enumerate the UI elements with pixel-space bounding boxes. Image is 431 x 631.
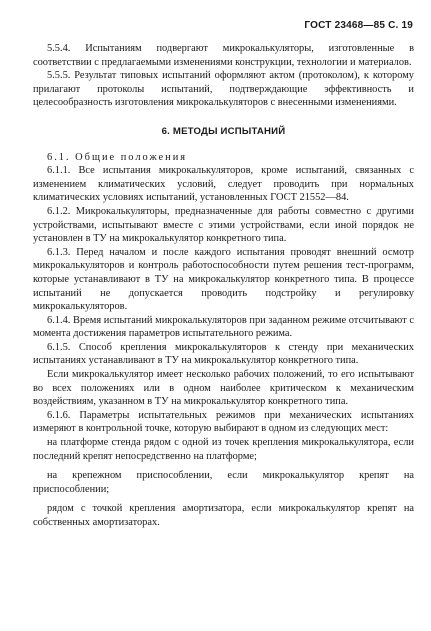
document-body [33, 42, 414, 530]
subsection-title: 6.1. Общие положения [47, 151, 188, 163]
paragraph-5-5-5: 5.5.5. Результат типовых испытаний оформляют актом (протоколом), к которому прилагают протоколы испытаний, подтверждающие эффективность и целесообразность изготовления микрокалькуляторов с внесенными изменениями. [33, 70, 414, 109]
paragraph-6-1-1: 6.1.1. Все испытания микрокалькуляторов, кроме испытаний, связанных с изменением климатических условий, следует проводить при нормальных климатических условиях испытаний, установленных ГОСТ 21552—84. [33, 165, 414, 204]
paragraph-5-5-4: 5.5.4. Испытаниям подвергают микрокалькуляторы, изготовленные в соответствии с предлагаемыми изменениями конструкции, технологии и материалов. [33, 43, 414, 68]
paragraph-6-1-5-cont: Если микрокалькулятор имеет несколько рабочих положений, то его испытывают во всех положениях или в одном наиболее критическом к механическим воздействиям, указанном в ТУ на микрокалькулятор конкретного типа. [33, 369, 414, 408]
list-item-platform: на платформе стенда рядом с одной из точек крепления микрокалькулятора, если последний крепят непосредственно на платформе; [33, 437, 414, 462]
paragraph-6-1-3: 6.1.3. Перед началом и после каждого испытания проводят внешний осмотр микрокалькуляторов и контроль работоспособности путем решения тест-программ, которые устанавливают в ТУ на микрокалькулятор конкретного типа. В процессе испытаний не допускается проводить подстройку и регулировку микрокалькуляторов. [33, 246, 414, 313]
list-item-shock-absorber: рядом с точкой крепления амортизатора, если микрокалькулятор крепят на собственных амортизаторах. [33, 503, 414, 528]
paragraph-6-1-6: 6.1.6. Параметры испытательных режимов при механических испытаниях измеряют в контрольной точке, которую выбирают в одном из следующих мест: [33, 409, 414, 435]
paragraph-6-1-5: 6.1.5. Способ крепления микрокалькуляторов к стенду при механических испытаниях устанавливают в ТУ на микрокалькулятор конкретного типа. [33, 341, 414, 367]
list-item-fixture: на крепежном приспособлении, если микрокалькулятор крепят на приспособлении; [33, 470, 414, 495]
paragraph-6-1-2: 6.1.2. Микрокалькуляторы, предназначенные для работы совместно с другими устройствами, испытывают вместе с этими устройствами, если иной порядок не установлен в ТУ на микрокалькулятор конкретного типа. [33, 205, 414, 245]
section-title: 6. МЕТОДЫ ИСПЫТАНИЙ [161, 125, 286, 137]
page-header: ГОСТ 23468—85 С. 19 [304, 20, 413, 31]
paragraph-6-1-4: 6.1.4. Время испытаний микрокалькуляторов при заданном режиме отсчитывают с момента достижения параметров испытательного режима. [33, 314, 414, 340]
